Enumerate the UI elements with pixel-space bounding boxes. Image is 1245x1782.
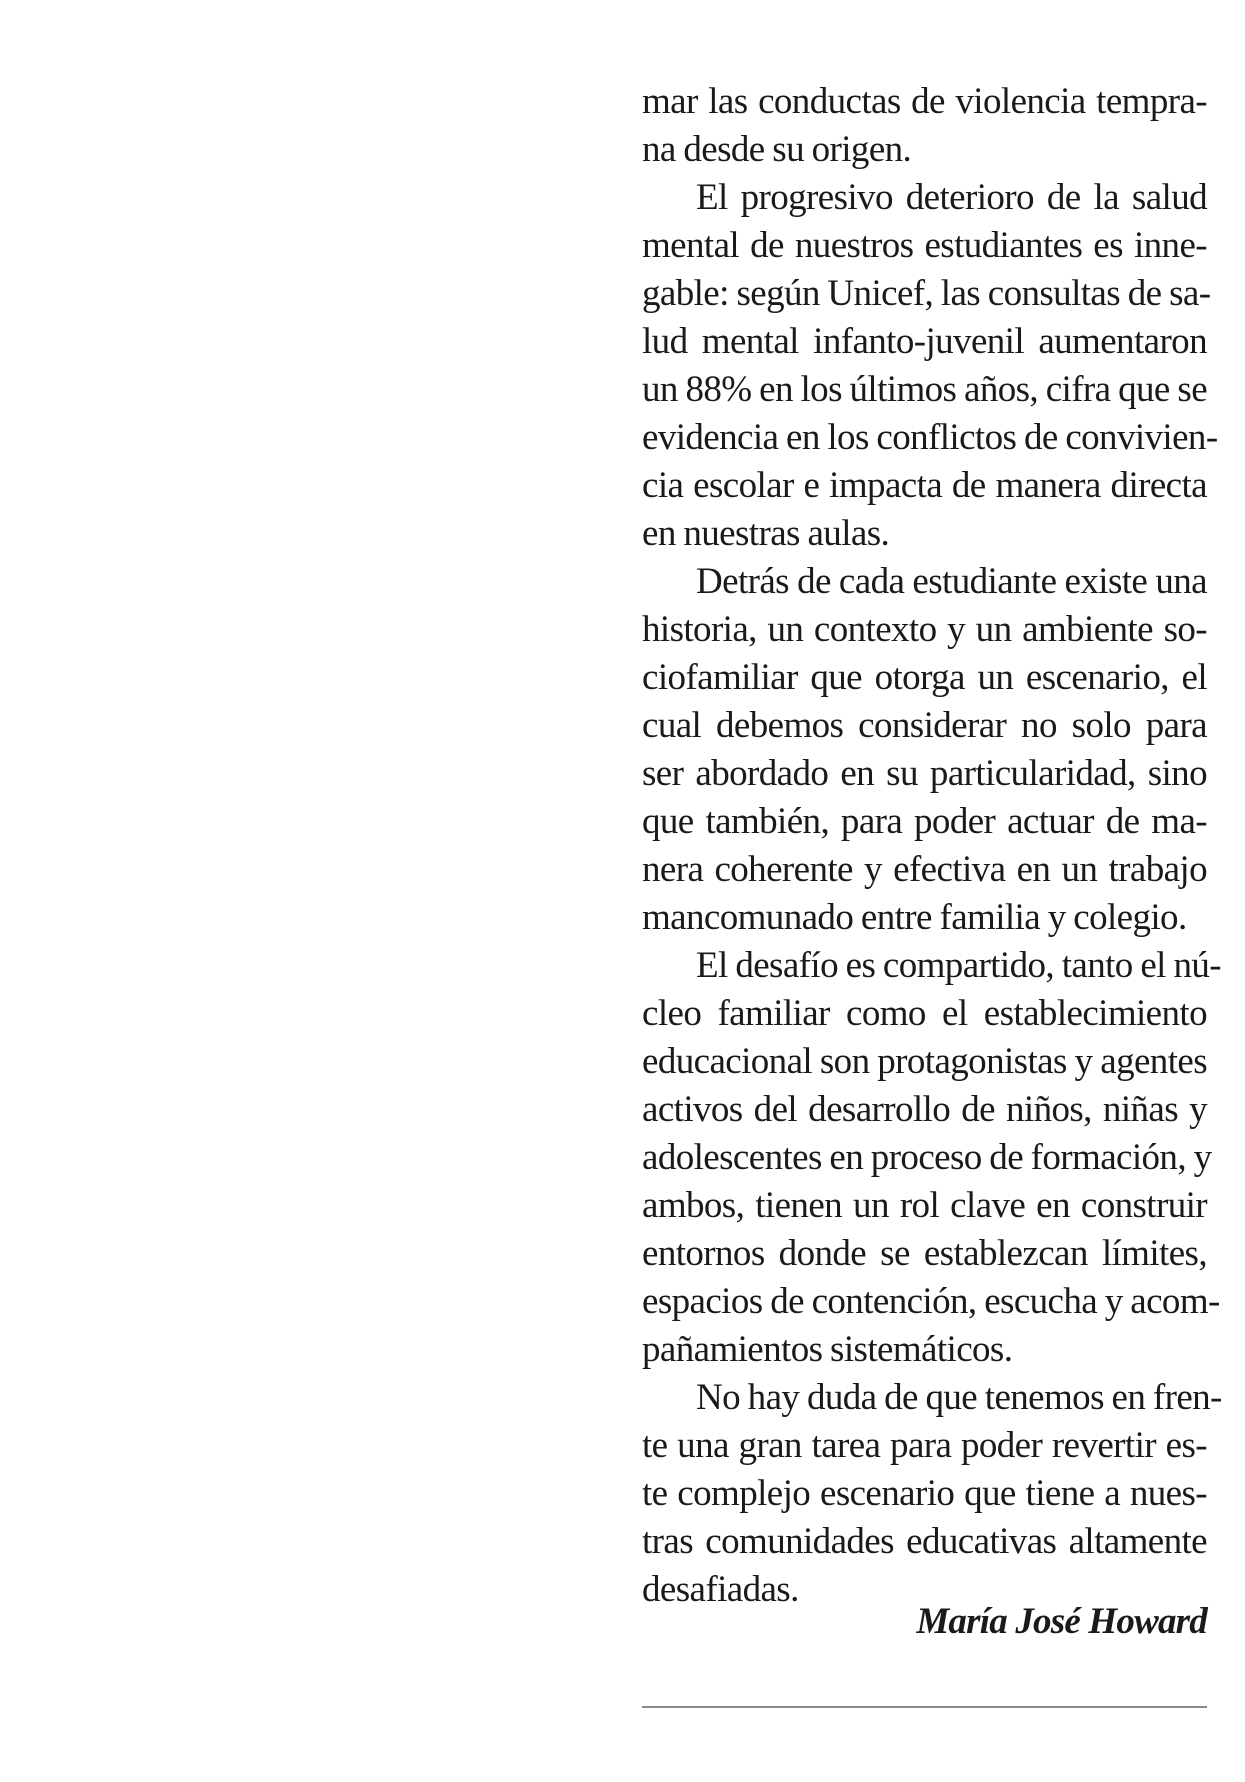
text-line: na desde su origen. (642, 129, 912, 170)
article-paragraph (642, 558, 1207, 942)
text-line: mar las conductas de violencia tempra- (642, 81, 1207, 122)
text-line: tras comunidades educativas altamente (642, 1521, 1207, 1562)
text-line: te complejo escenario que tiene a nues- (642, 1473, 1207, 1514)
text-line: mancomunado entre familia y colegio. (642, 897, 1187, 938)
text-line: en nuestras aulas. (642, 513, 890, 554)
text-line: lud mental infanto-juvenil aumentaron (642, 321, 1207, 362)
author-signature: María José Howard (916, 1601, 1207, 1642)
text-line: mental de nuestros estudiantes es inne- (642, 225, 1207, 266)
text-line: cia escolar e impacta de manera directa (642, 465, 1207, 506)
text-line: El progresivo deterioro de la salud (696, 177, 1207, 218)
text-line: adolescentes en proceso de formación, y (642, 1137, 1212, 1178)
article-paragraph (642, 1374, 1222, 1614)
text-line: entornos donde se establezcan límites, (642, 1233, 1207, 1274)
text-line: nera coherente y efectiva en un trabajo (642, 849, 1207, 890)
text-line: activos del desarrollo de niños, niñas y (642, 1089, 1207, 1130)
text-line: historia, un contexto y un ambiente so- (642, 609, 1207, 650)
text-line: espacios de contención, escucha y acom- (642, 1281, 1220, 1322)
text-line: ciofamiliar que otorga un escenario, el (642, 657, 1207, 698)
article-paragraph (642, 78, 1207, 174)
text-line: desafiadas. (642, 1569, 799, 1610)
text-line: cual debemos considerar no solo para (642, 705, 1207, 746)
text-line: pañamientos sistemáticos. (642, 1329, 1013, 1370)
text-line: ser abordado en su particularidad, sino (642, 753, 1207, 794)
text-line: El desafío es compartido, tanto el nú- (696, 945, 1222, 986)
text-line: No hay duda de que tenemos en fren- (696, 1377, 1222, 1418)
text-line: ambos, tienen un rol clave en construir (642, 1185, 1207, 1226)
text-line: gable: según Unicef, las consultas de sa- (642, 273, 1211, 314)
text-line: evidencia en los conflictos de convivien- (642, 417, 1218, 458)
text-line: un 88% en los últimos años, cifra que se (642, 369, 1208, 410)
text-line: te una gran tarea para poder revertir es- (642, 1425, 1207, 1466)
article-paragraph (642, 174, 1218, 558)
column-divider (642, 1706, 1207, 1708)
text-line: que también, para poder actuar de ma- (642, 801, 1207, 842)
text-line: educacional son protagonistas y agentes (642, 1041, 1207, 1082)
text-line: Detrás de cada estudiante existe una (696, 561, 1207, 602)
article-column (642, 78, 1222, 1614)
article-paragraph (642, 942, 1222, 1374)
text-line: cleo familiar como el establecimiento (642, 993, 1207, 1034)
